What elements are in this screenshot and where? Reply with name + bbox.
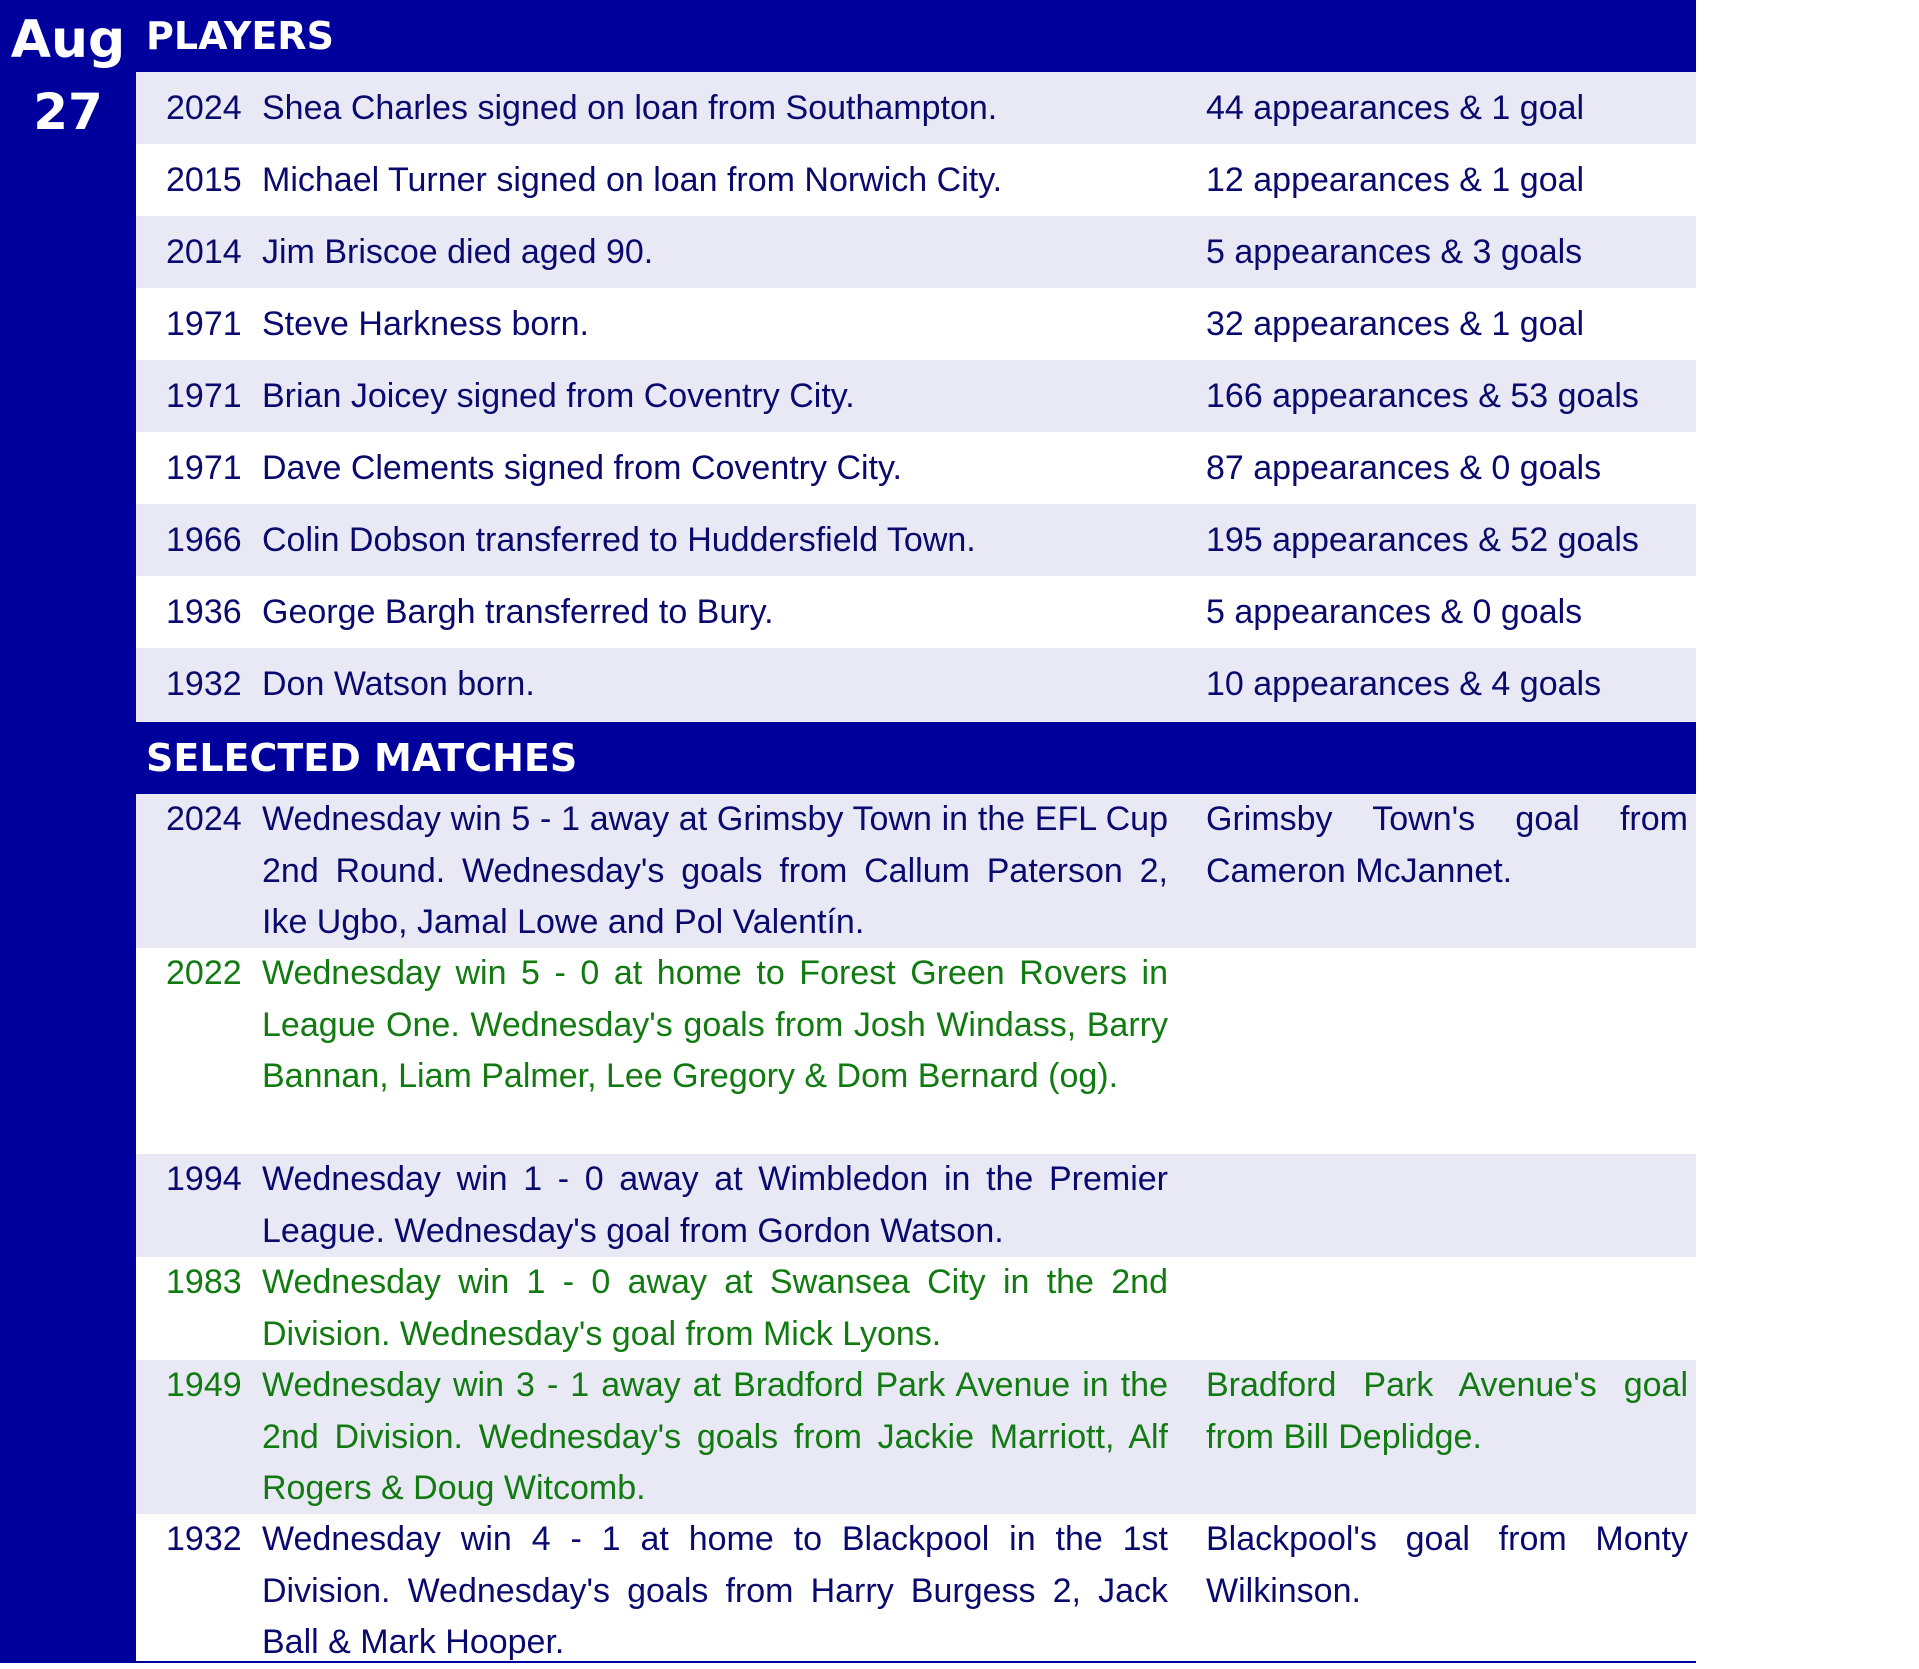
matches-section-header: SELECTED MATCHES — [136, 722, 1696, 794]
player-year: 1932 — [166, 665, 242, 703]
match-row — [136, 1154, 1696, 1257]
match-summary: Wednesday win 1 - 0 away at Swansea City in the 2nd Division. Wednesday's goal from Mick Lyons. — [262, 1263, 1168, 1353]
match-summary: Wednesday win 3 - 1 away at Bradford Park Avenue in the 2nd Division. Wednesday's goals from Jackie Marriott, Alf Rogers & Doug Witcomb. — [262, 1366, 1168, 1507]
player-year: 1936 — [166, 593, 242, 631]
player-row — [136, 216, 1696, 288]
player-event: Shea Charles signed on loan from Southampton. — [262, 89, 998, 127]
opponent-scorers: Bradford Park Avenue's goal from Bill Deplidge. — [1206, 1366, 1688, 1456]
match-row — [136, 948, 1696, 1154]
match-year: 1949 — [166, 1366, 242, 1404]
match-summary: Wednesday win 1 - 0 away at Wimbledon in the Premier League. Wednesday's goal from Gordon Watson. — [262, 1160, 1168, 1250]
player-row — [136, 360, 1696, 432]
player-stats: 87 appearances & 0 goals — [1206, 449, 1602, 487]
match-summary: Wednesday win 4 - 1 at home to Blackpool in the 1st Division. Wednesday's goals from Harry Burgess 2, Jack Ball & Mark Hooper. — [262, 1520, 1168, 1661]
date-month: Aug — [10, 10, 126, 70]
player-event: Michael Turner signed on loan from Norwich City. — [262, 161, 1003, 199]
opponent-scorers: Grimsby Town's goal from Cameron McJannet. — [1206, 800, 1688, 890]
match-row — [136, 1257, 1696, 1360]
player-stats: 44 appearances & 1 goal — [1206, 89, 1585, 127]
player-year: 1966 — [166, 521, 242, 559]
match-year: 2024 — [166, 800, 242, 838]
player-year: 1971 — [166, 377, 242, 415]
player-event: Brian Joicey signed from Coventry City. — [262, 377, 855, 415]
player-stats: 195 appearances & 52 goals — [1206, 521, 1639, 559]
player-stats: 10 appearances & 4 goals — [1206, 665, 1602, 703]
player-row — [136, 504, 1696, 576]
player-year: 2024 — [166, 89, 242, 127]
player-row — [136, 144, 1696, 216]
date-sidebar — [0, 0, 136, 1663]
player-year: 2015 — [166, 161, 242, 199]
player-stats: 12 appearances & 1 goal — [1206, 161, 1585, 199]
match-year: 1994 — [166, 1160, 242, 1198]
player-year: 2014 — [166, 233, 242, 271]
player-row — [136, 432, 1696, 504]
player-row — [136, 648, 1696, 722]
match-row — [136, 1514, 1696, 1661]
player-stats: 166 appearances & 53 goals — [1206, 377, 1639, 415]
player-event: Steve Harkness born. — [262, 305, 589, 343]
match-row — [136, 1360, 1696, 1514]
player-stats: 5 appearances & 0 goals — [1206, 593, 1583, 631]
player-row — [136, 288, 1696, 360]
match-row — [136, 794, 1696, 948]
player-year: 1971 — [166, 305, 242, 343]
player-row — [136, 72, 1696, 144]
player-event: Don Watson born. — [262, 665, 535, 703]
match-summary: Wednesday win 5 - 1 away at Grimsby Town in the EFL Cup 2nd Round. Wednesday's goals from Callum Paterson 2, Ike Ugbo, Jamal Lowe and Pol Valentín. — [262, 800, 1168, 941]
player-row — [136, 576, 1696, 648]
match-year: 2022 — [166, 954, 242, 992]
player-event: George Bargh transferred to Bury. — [262, 593, 774, 631]
player-event: Colin Dobson transferred to Huddersfield Town. — [262, 521, 976, 559]
player-year: 1971 — [166, 449, 242, 487]
player-event: Jim Briscoe died aged 90. — [262, 233, 654, 271]
player-event: Dave Clements signed from Coventry City. — [262, 449, 902, 487]
player-stats: 32 appearances & 1 goal — [1206, 305, 1585, 343]
match-summary: Wednesday win 5 - 0 at home to Forest Green Rovers in League One. Wednesday's goals from Josh Windass, Barry Bannan, Liam Palmer, Lee Gregory & Dom Bernard (og). — [262, 954, 1168, 1095]
players-section-header: PLAYERS — [136, 0, 1696, 72]
match-year: 1932 — [166, 1520, 242, 1558]
opponent-scorers: Blackpool's goal from Monty Wilkinson. — [1206, 1520, 1688, 1610]
player-stats: 5 appearances & 3 goals — [1206, 233, 1583, 271]
date-day: 27 — [33, 83, 103, 141]
match-year: 1983 — [166, 1263, 242, 1301]
